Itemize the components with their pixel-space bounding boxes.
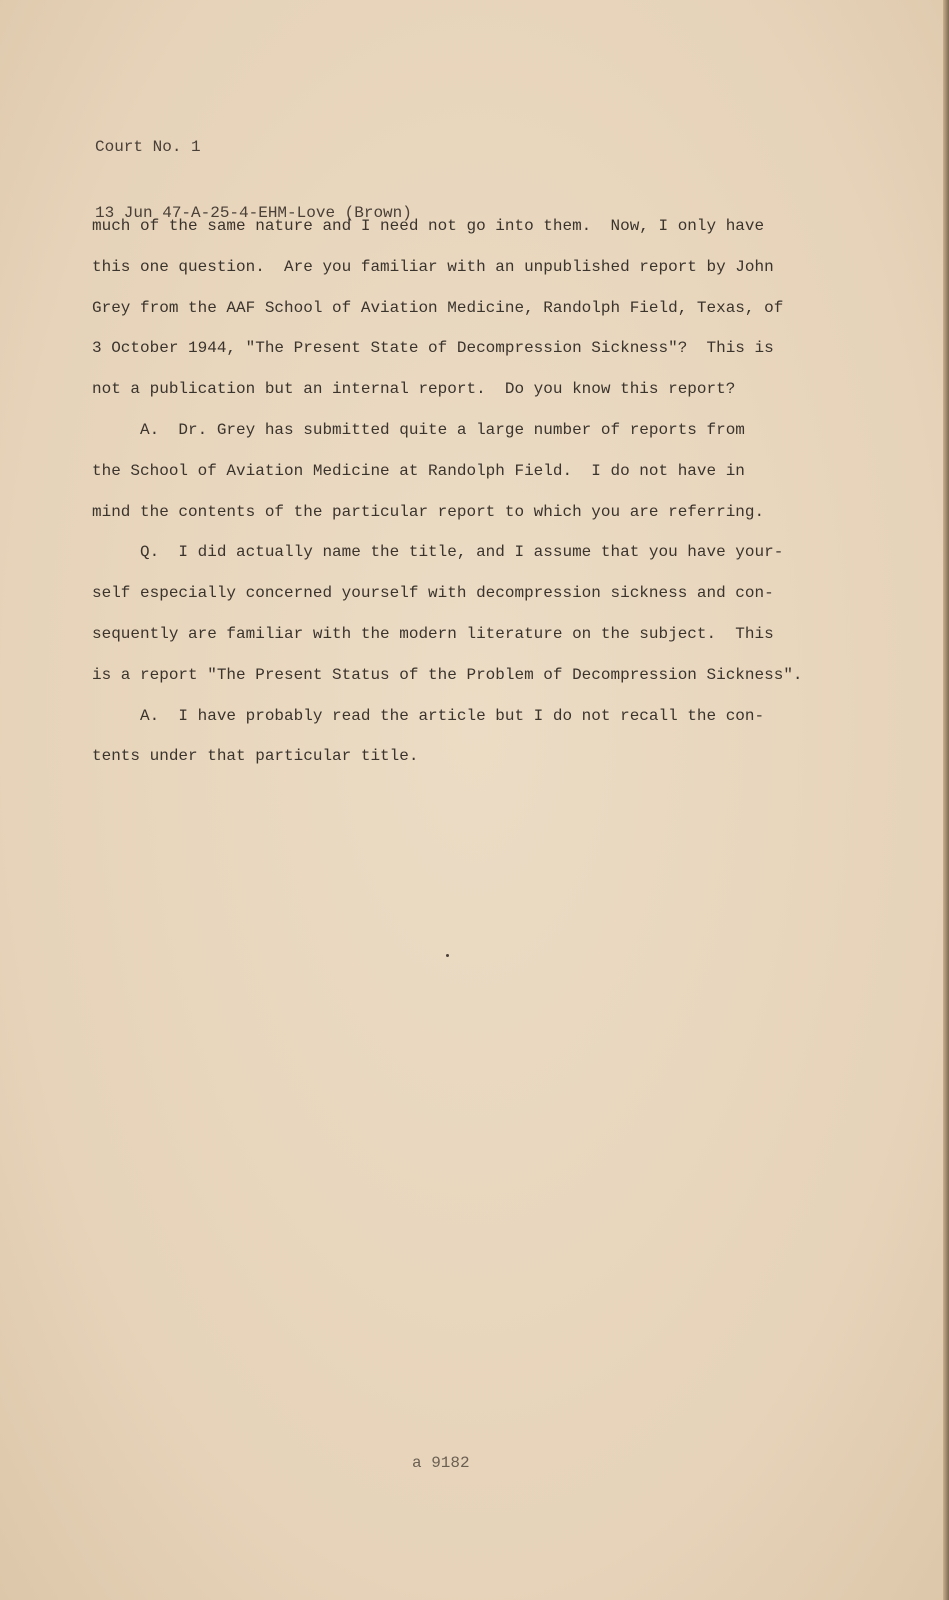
- page-number: a 9182: [412, 1454, 470, 1472]
- transcript-line: A. I have probably read the article but I do not recall the con-: [92, 706, 765, 725]
- transcript-body: [92, 212, 842, 783]
- transcript-line: the School of Aviation Medicine at Randolph Field. I do not have in: [92, 461, 745, 480]
- transcript-line: A. Dr. Grey has submitted quite a large number of reports from: [92, 420, 745, 439]
- transcript-line: Q. I did actually name the title, and I assume that you have your-: [92, 543, 784, 562]
- page-edge-shadow: [943, 0, 949, 1600]
- transcript-line: sequently are familiar with the modern literature on the subject. This: [92, 624, 774, 643]
- transcript-line: not a publication but an internal report. Do you know this report?: [92, 380, 736, 399]
- transcript-line: tents under that particular title.: [92, 747, 419, 766]
- transcript-line: 3 October 1944, "The Present State of Decompression Sickness"? This is: [92, 339, 774, 358]
- session-reference: 13 Jun 47-A-25-4-EHM-Love (Brown): [95, 204, 412, 222]
- transcript-line: mind the contents of the particular report to which you are referring.: [92, 502, 765, 521]
- transcript-line: Grey from the AAF School of Aviation Medicine, Randolph Field, Texas, of: [92, 298, 784, 317]
- paper-speck: [446, 954, 449, 957]
- transcript-line: is a report "The Present Status of the Problem of Decompression Sickness".: [92, 665, 803, 684]
- transcript-line: self especially concerned yourself with decompression sickness and con-: [92, 584, 774, 603]
- court-number: Court No. 1: [95, 138, 201, 156]
- transcript-line: much of the same nature and I need not go into them. Now, I only have: [92, 217, 765, 235]
- transcript-line: this one question. Are you familiar with an unpublished report by John: [92, 257, 774, 276]
